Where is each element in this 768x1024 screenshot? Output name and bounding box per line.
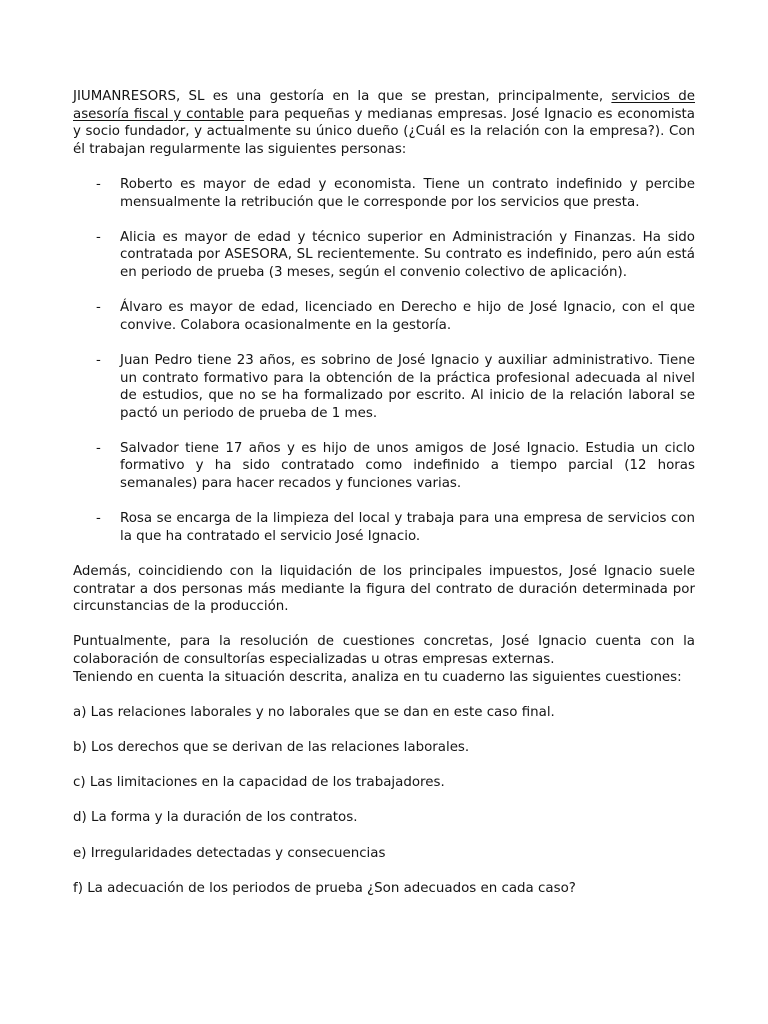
intro-underlined-text: servicios de asesoría fiscal y contable (73, 89, 695, 122)
question-item: d) La forma y la duración de los contratos. (73, 810, 358, 826)
question-item: e) Irregularidades detectadas y consecuencias (73, 845, 386, 861)
paragraph-instruccion: Teniendo en cuenta la situación descrita, analiza en tu cuaderno las siguientes cuestiones: (73, 669, 682, 685)
question-item: a) Las relaciones laborales y no laborales que se dan en este caso final. (73, 704, 555, 720)
question-item: c) Las limitaciones en la capacidad de los trabajadores. (73, 775, 445, 791)
list-item (73, 352, 695, 422)
questions-list (73, 704, 695, 898)
intro-paragraph (73, 88, 695, 158)
list-item-text: Rosa se encarga de la limpieza del local y trabaja para una empresa de servicios con la que ha contratado el servicio José Ignacio. (120, 511, 695, 544)
list-item-text: Juan Pedro tiene 23 años, es sobrino de José Ignacio y auxiliar administrativo. Tiene un contrato formativo para la obtención de la práctica profesional adecuada al nivel de estudios, que no se ha formalizado por escrito. Al inicio de la relación laboral se pactó un periodo de prueba de 1 mes. (120, 352, 695, 421)
bullet-dash: - (96, 352, 101, 368)
question-item: b) Los derechos que se derivan de las relaciones laborales. (73, 739, 470, 755)
list-item (73, 229, 695, 282)
intro-text-end: para pequeñas y medianas empresas. José Ignacio es economista y socio fundador, y actualmente su único dueño (¿Cuál es la relación con la empresa?). Con él trabajan regularmente las siguientes personas: (73, 106, 696, 157)
bullet-dash: - (96, 440, 101, 456)
bullet-dash: - (96, 300, 101, 316)
list-item (73, 176, 695, 211)
bullet-dash: - (96, 176, 101, 192)
list-item-text: Alicia es mayor de edad y técnico superior en Administración y Finanzas. Ha sido contratada por ASESORA, SL recientemente. Su contrato es indefinido, pero aún está en periodo de prueba (3 meses, según el convenio colectivo de aplicación). (120, 229, 695, 280)
list-item-text: Álvaro es mayor de edad, licenciado en Derecho e hijo de José Ignacio, con el que convive. Colabora ocasionalmente en la gestoría. (120, 300, 695, 333)
bullet-dash: - (96, 229, 101, 245)
document-page (73, 88, 695, 915)
paragraph-ademas: Además, coincidiendo con la liquidación de los principales impuestos, José Ignacio suele contratar a dos personas más mediante la figura del contrato de duración determinada por circunstancias de la producción. (73, 564, 695, 615)
list-item-text: Roberto es mayor de edad y economista. Tiene un contrato indefinido y percibe mensualmente la retribución que le corresponde por los servicios que presta. (120, 176, 695, 210)
people-list (73, 176, 695, 545)
bullet-dash: - (96, 511, 101, 527)
intro-text-start: JIUMANRESORS, SL es una gestoría en la que se prestan, principalmente, (73, 89, 612, 104)
list-item-text: Salvador tiene 17 años y es hijo de unos amigos de José Ignacio. Estudia un ciclo formativo y ha sido contratado como indefinido a tiempo parcial (12 horas semanales) para hacer recados y funciones varias. (120, 440, 695, 492)
list-item (73, 510, 695, 545)
paragraph-puntualmente: Puntualmente, para la resolución de cuestiones concretas, José Ignacio cuenta con la colaboración de consultorías especializadas u otras empresas externas. (73, 634, 695, 667)
question-item: f) La adecuación de los periodos de prueba ¿Son adecuados en cada caso? (73, 880, 576, 896)
list-item (73, 299, 695, 334)
list-item (73, 440, 695, 493)
